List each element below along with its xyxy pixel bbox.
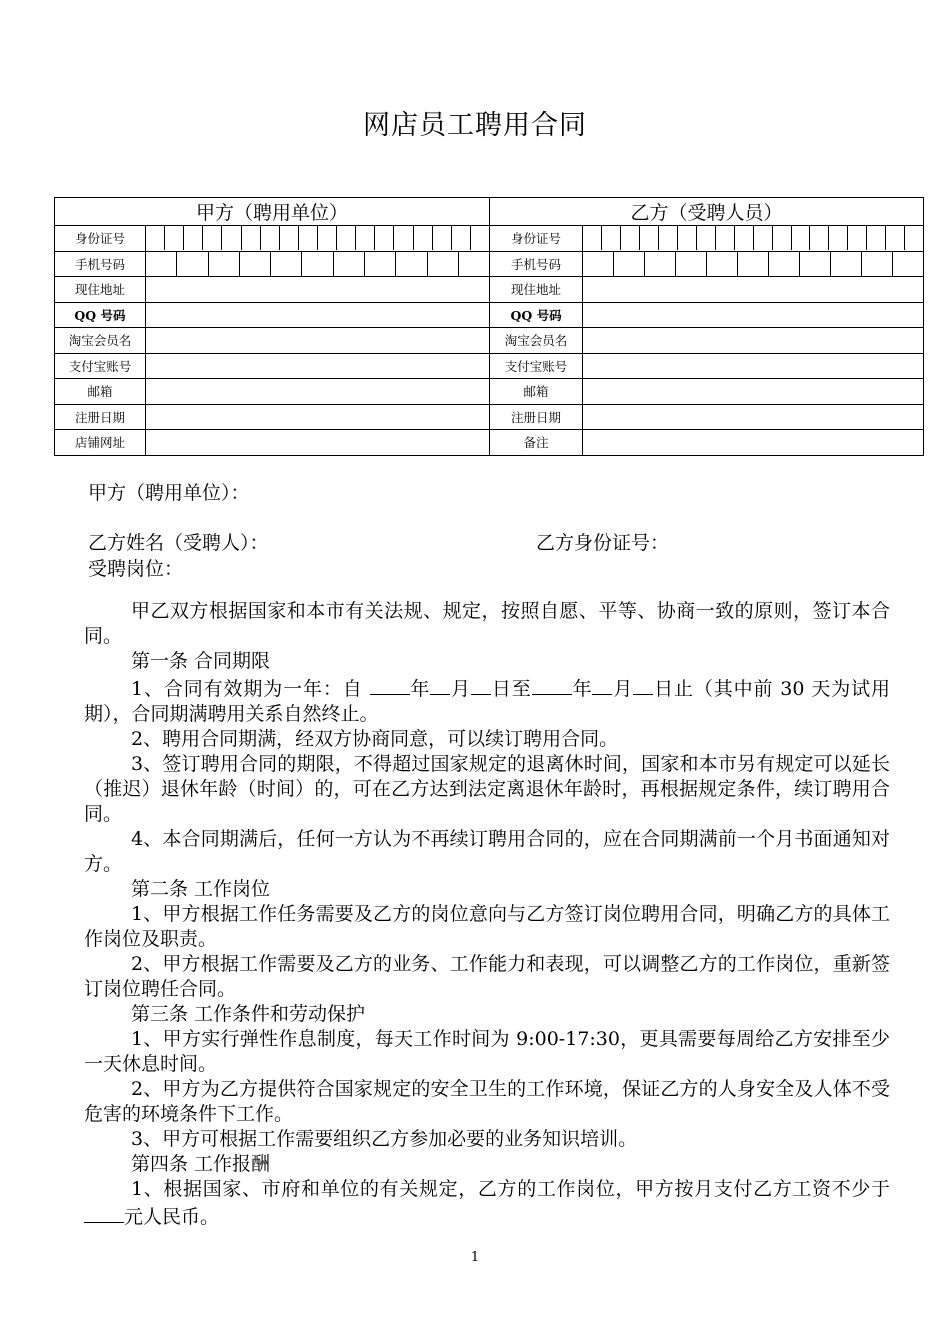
table-row-id (55, 226, 924, 252)
table-row (55, 302, 924, 328)
page-number: 1 (470, 1250, 480, 1265)
article-1-clause-4: 4、本合同期满后，任何一方认为不再续订聘用合同的，应在合同期满前一个月书面通知对方。 (84, 828, 890, 875)
intro-paragraph: 甲乙双方根据国家和本市有关法规、规定，按照自愿、平等、协商一致的原则，签订本合同。 (84, 600, 890, 647)
start-year-blank[interactable] (370, 674, 410, 695)
party-b-qq-field[interactable] (583, 302, 924, 328)
row-label: 手机号码 (490, 251, 583, 277)
table-row-phone (55, 251, 924, 277)
article-3-title: 第三条 工作条件和劳动保护 (131, 1003, 366, 1025)
party-a-line: 甲方（聘用单位）： (88, 482, 250, 504)
row-label: 店铺网址 (55, 430, 146, 456)
article-2-clause-1: 1、甲方根据工作任务需要及乙方的岗位意向与乙方签订岗位聘用合同，明确乙方的具体工作岗位及职责。 (84, 903, 890, 950)
row-label: 淘宝会员名 (490, 328, 583, 354)
party-a-email-field[interactable] (146, 379, 490, 405)
article-2-title: 第二条 工作岗位 (131, 878, 271, 900)
party-b-alipay-field[interactable] (583, 353, 924, 379)
table-header-row (55, 198, 924, 226)
row-label: 邮箱 (55, 379, 146, 405)
row-label: 备注 (490, 430, 583, 456)
row-label: 注册日期 (55, 404, 146, 430)
row-label: 手机号码 (55, 251, 146, 277)
party-a-regdate-field[interactable] (146, 404, 490, 430)
row-label: 现住地址 (55, 277, 146, 303)
end-day-blank[interactable] (633, 674, 653, 695)
page-title: 网店员工聘用合同 (363, 110, 587, 141)
article-4-title: 第四条 工作报酬 (131, 1153, 271, 1175)
party-a-phone-boxes[interactable] (146, 251, 490, 277)
party-b-address-field[interactable] (583, 277, 924, 303)
table-row (55, 328, 924, 354)
party-info-table (54, 197, 924, 456)
table-row (55, 379, 924, 405)
party-a-address-field[interactable] (146, 277, 490, 303)
article-3-clause-2: 2、甲方为乙方提供符合国家规定的安全卫生的工作环境，保证乙方的人身安全及人体不受危害的环境条件下工作。 (84, 1078, 890, 1125)
party-a-alipay-field[interactable] (146, 353, 490, 379)
row-label: 支付宝账号 (490, 353, 583, 379)
contract-body (84, 599, 890, 1230)
party-b-remarks-field[interactable] (583, 430, 924, 456)
article-1-clause-3: 3、签订聘用合同的期限，不得超过国家规定的退离休时间，国家和本市另有规定可以延长（推迟）退休年龄（时间）的，可在乙方达到法定离退休年龄时，再根据规定条件，续订聘用合同。 (84, 753, 890, 825)
table-row (55, 404, 924, 430)
party-a-header: 甲方（聘用单位） (55, 198, 490, 226)
party-b-taobao-field[interactable] (583, 328, 924, 354)
party-a-taobao-field[interactable] (146, 328, 490, 354)
position-line: 受聘岗位： (88, 558, 184, 580)
row-label: QQ 号码 (55, 302, 146, 328)
end-month-blank[interactable] (592, 674, 612, 695)
row-label: 身份证号 (55, 226, 146, 252)
table-row (55, 277, 924, 303)
party-b-email-field[interactable] (583, 379, 924, 405)
row-label: 邮箱 (490, 379, 583, 405)
party-b-regdate-field[interactable] (583, 404, 924, 430)
party-b-name-line: 乙方姓名（受聘人）： (88, 532, 269, 554)
party-a-shop-url-field[interactable] (146, 430, 490, 456)
party-b-id-line: 乙方身份证号： (536, 532, 670, 554)
article-3-clause-1: 1、甲方实行弹性作息制度，每天工作时间为 9:00-17:30，更具需要每周给乙方安排至少一天休息时间。 (84, 1028, 890, 1075)
article-4-clause-1: 1、根据国家、市府和单位的有关规定，乙方的工作岗位，甲方按月支付乙方工资不少于元人民币。 (84, 1177, 890, 1230)
party-a-id-boxes[interactable] (146, 226, 490, 252)
article-2-clause-2: 2、甲方根据工作需要及乙方的业务、工作能力和表现，可以调整乙方的工作岗位，重新签订岗位聘任合同。 (84, 953, 890, 1000)
end-year-blank[interactable] (532, 674, 572, 695)
table-row (55, 353, 924, 379)
row-label: QQ 号码 (490, 302, 583, 328)
row-label: 淘宝会员名 (55, 328, 146, 354)
article-1-clause-1: 1、合同有效期为一年：自 年 月 日至 年 月 日止（其中前 30 天为试用期），合同期满聘用关系自然终止。 (84, 674, 890, 727)
party-b-id-boxes[interactable] (583, 226, 924, 252)
start-month-blank[interactable] (430, 674, 450, 695)
article-1-clause-2: 2、聘用合同期满，经双方协商同意，可以续订聘用合同。 (131, 728, 619, 750)
row-label: 身份证号 (490, 226, 583, 252)
article-1-title: 第一条 合同期限 (131, 650, 271, 672)
article-3-clause-3: 3、甲方可根据工作需要组织乙方参加必要的业务知识培训。 (131, 1128, 638, 1150)
row-label: 现住地址 (490, 277, 583, 303)
row-label: 支付宝账号 (55, 353, 146, 379)
table-row (55, 430, 924, 456)
party-a-qq-field[interactable] (146, 302, 490, 328)
salary-blank[interactable] (84, 1202, 124, 1223)
party-b-phone-boxes[interactable] (583, 251, 924, 277)
row-label: 注册日期 (490, 404, 583, 430)
party-b-header: 乙方（受聘人员） (490, 198, 924, 226)
start-day-blank[interactable] (471, 674, 491, 695)
